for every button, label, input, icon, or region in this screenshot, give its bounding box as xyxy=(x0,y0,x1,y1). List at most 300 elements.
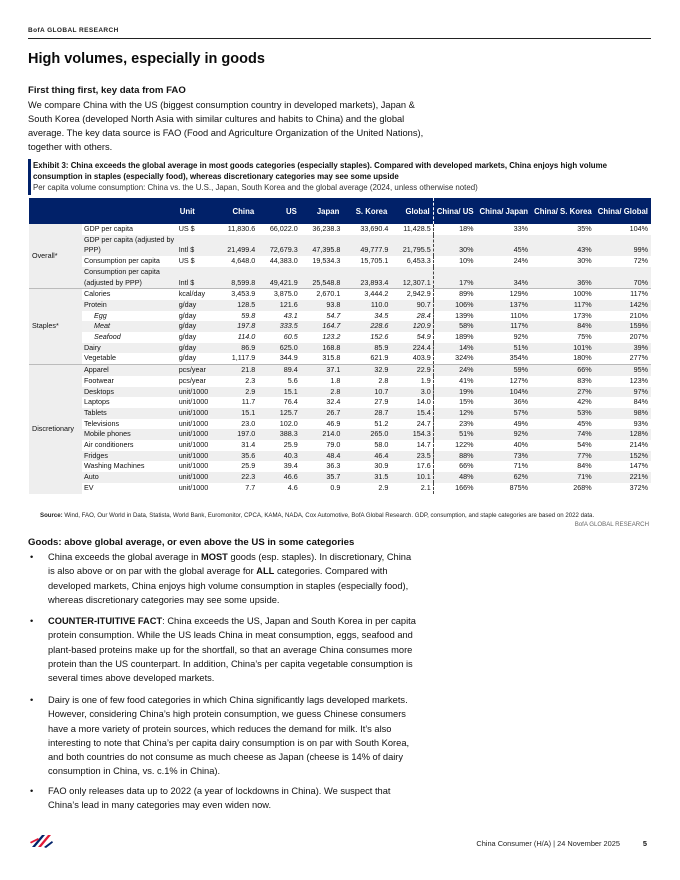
row-item: Mobile phones xyxy=(82,429,177,440)
row-item: Desktops xyxy=(82,387,177,398)
cell-value: 22.3 xyxy=(216,472,257,483)
cell-ratio: 66% xyxy=(531,365,595,376)
cell-value: 89.4 xyxy=(257,365,300,376)
row-item: Protein xyxy=(82,300,177,311)
cell-ratio: 24% xyxy=(513,256,529,266)
cell-value: 110.0 xyxy=(342,300,390,311)
cell-ratio: 106% xyxy=(433,300,476,311)
cell-value: 403.9 xyxy=(412,353,431,363)
cell-value: 4,648.0 xyxy=(231,256,256,266)
row-group-label: Overall* xyxy=(29,224,82,289)
cell-ratio: 142% xyxy=(595,300,651,311)
cell-ratio: 110% xyxy=(510,310,529,320)
cell-value: 40.3 xyxy=(257,451,300,462)
cell-value: 7.7 xyxy=(245,482,256,492)
cell-value: 37.1 xyxy=(300,365,343,376)
table-row xyxy=(29,300,651,311)
col-header: Unit xyxy=(177,198,216,224)
cell-ratio: 104% xyxy=(477,387,532,398)
table-row xyxy=(29,461,651,472)
cell-value: 22.9 xyxy=(390,365,433,376)
cell-value: 120.9 xyxy=(390,321,433,332)
cell-value: 21,795.5 xyxy=(390,235,433,256)
cell-value: 12,307.1 xyxy=(390,267,433,289)
cell-value: 35.7 xyxy=(300,472,343,483)
section1-body: We compare China with the US (biggest consumption country in developed markets), Japan & South Korea (developed North Asia with similar cultures and habits to China) and the global average. The key data source is FAO (Food and Agriculture Organization of the United Nations), together with others. xyxy=(28,100,424,152)
col-header: China/ US xyxy=(433,198,476,224)
cell-value: 2.9 xyxy=(216,387,257,398)
row-item: Seafood xyxy=(93,332,121,342)
cell-ratio: 54% xyxy=(577,440,592,450)
cell-ratio: 58% xyxy=(433,321,476,332)
cell-value: 33,690.4 xyxy=(360,224,389,233)
cell-value: 23,893.4 xyxy=(342,267,390,289)
row-item: Tablets xyxy=(82,408,177,419)
bullet-1: • China exceeds the global average in MOST goods (esp. staples). In discretionary, China is also above or on par with the global average for ALL categories. Compared with developed markets, China enjoys high volume consumption in staples (especially food), whereas discretionary categories may see some upside. xyxy=(30,552,412,605)
row-item: Fridges xyxy=(82,451,177,462)
cell-value: 72,679.3 xyxy=(257,235,300,256)
row-unit: unit/1000 xyxy=(177,429,216,440)
cell-ratio: 40% xyxy=(513,440,529,450)
cell-ratio: 277% xyxy=(629,353,648,363)
cell-value: 79.0 xyxy=(326,440,341,450)
cell-value: 31.4 xyxy=(241,440,256,450)
row-unit: unit/1000 xyxy=(177,387,216,398)
cell-ratio: 372% xyxy=(629,482,648,492)
cell-value: 197.8 xyxy=(216,321,257,332)
row-unit: unit/1000 xyxy=(178,440,209,450)
table-row xyxy=(29,289,651,300)
cell-ratio: 10% xyxy=(433,256,476,267)
cell-ratio: 30% xyxy=(577,256,592,266)
cell-ratio: 122% xyxy=(433,440,476,451)
cell-value: 114.0 xyxy=(237,332,256,342)
cell-value: 102.0 xyxy=(279,418,298,428)
col-header: China/ Japan xyxy=(477,198,532,224)
cell-ratio: 73% xyxy=(477,451,532,462)
cell-value: 0.9 xyxy=(330,482,341,492)
cell-ratio: 207% xyxy=(629,332,648,342)
cell-ratio: 93% xyxy=(633,418,648,428)
cell-value: 333.5 xyxy=(257,321,300,332)
cell-ratio: 268% xyxy=(573,482,592,492)
table-row xyxy=(29,311,651,322)
row-unit: unit/1000 xyxy=(177,451,216,462)
cell-value: 4.6 xyxy=(287,482,298,492)
bofa-flag-logo-icon xyxy=(29,832,55,850)
table-row xyxy=(29,332,651,343)
bullet-3: • Dairy is one of few food categories in which China significantly lags developed markets. However, considering China’s high protein consumption, we guess Chinese consumers have a more variety of protein sources, which reduces the demand for milk. It’s also interesting to note that China’s per capita dairy consumption is on par with South Korea, and both countries do not consume as much cheese as Japan (cheese is 14% of dairy consumption in China, vs. c.1% in China). xyxy=(30,695,410,777)
cell-ratio: 57% xyxy=(477,408,532,419)
cell-ratio: 41% xyxy=(433,376,476,387)
cell-value: 1,117.9 xyxy=(231,353,256,363)
table-header-row xyxy=(29,198,651,224)
cell-value: 47,395.8 xyxy=(300,235,343,256)
cell-value: 168.8 xyxy=(300,343,343,354)
cell-value: 21.8 xyxy=(216,365,257,376)
cell-ratio: 66% xyxy=(433,461,476,472)
cell-value: 25.9 xyxy=(241,461,256,471)
cell-ratio: 152% xyxy=(595,451,651,462)
cell-ratio: 49% xyxy=(513,418,529,428)
table-row xyxy=(29,321,651,332)
cell-ratio: 100% xyxy=(531,289,595,300)
cell-value: 23.0 xyxy=(241,418,256,428)
page-title: High volumes, especially in goods xyxy=(28,51,265,67)
cell-ratio: 875% xyxy=(509,482,529,492)
cell-value: 15.1 xyxy=(216,408,257,419)
cell-value: 24.7 xyxy=(416,418,431,428)
section1-heading: First thing first, key data from FAO xyxy=(28,85,186,96)
cell-value: 2,942.9 xyxy=(390,289,433,300)
row-item: EV xyxy=(83,482,94,492)
footer-report: China Consumer (H/A) | 24 November 2025 xyxy=(476,839,620,848)
cell-value: 76.4 xyxy=(283,397,298,407)
cell-ratio: 89% xyxy=(433,289,476,300)
cell-value: 86.9 xyxy=(216,343,257,354)
cell-ratio: 101% xyxy=(531,343,595,354)
cell-ratio: 147% xyxy=(629,461,648,471)
cell-ratio: 45% xyxy=(477,235,532,256)
cell-value: 32.4 xyxy=(326,397,341,407)
cell-ratio: 39% xyxy=(595,343,651,354)
row-unit: US $ xyxy=(178,256,195,266)
cell-value: 34.5 xyxy=(374,310,389,320)
row-unit: unit/1000 xyxy=(178,397,209,407)
cell-ratio: 354% xyxy=(509,353,529,363)
cell-value: 10.7 xyxy=(342,387,390,398)
cell-value: 2,670.1 xyxy=(300,289,343,300)
consumption-table xyxy=(29,198,651,494)
row-unit: g/day xyxy=(177,300,216,311)
cell-ratio: 180% xyxy=(573,353,592,363)
cell-value: 3.0 xyxy=(390,387,433,398)
cell-ratio: 127% xyxy=(509,375,529,385)
row-unit: g/day xyxy=(177,343,216,354)
cell-value: 2.8 xyxy=(378,375,389,385)
cell-ratio: 92% xyxy=(477,429,532,440)
table-row xyxy=(29,387,651,398)
cell-value: 17.6 xyxy=(416,461,431,471)
cell-value: 25,548.8 xyxy=(300,267,343,289)
table-row xyxy=(29,397,651,408)
cell-ratio: 173% xyxy=(573,310,592,320)
cell-ratio: 99% xyxy=(595,235,651,256)
row-unit: g/day xyxy=(178,332,197,342)
exhibit-caption xyxy=(33,160,633,193)
cell-ratio: 71% xyxy=(531,472,595,483)
cell-ratio: 51% xyxy=(477,343,532,354)
table-row xyxy=(29,429,651,440)
col-header: S. Korea xyxy=(342,198,390,224)
cell-value: 11,428.5 xyxy=(403,224,431,233)
cell-ratio: 324% xyxy=(433,353,476,364)
cell-value: 621.9 xyxy=(370,353,389,363)
cell-value: 3,875.0 xyxy=(257,289,300,300)
row-item: Air conditioners xyxy=(83,440,134,450)
cell-value: 35.6 xyxy=(216,451,257,462)
cell-value: 60.5 xyxy=(283,332,298,342)
col-header: US xyxy=(257,198,300,224)
cell-ratio: 35% xyxy=(577,224,592,233)
cell-value: 93.8 xyxy=(300,300,343,311)
cell-value: 48.4 xyxy=(300,451,343,462)
cell-value: 5.6 xyxy=(287,375,298,385)
cell-ratio: 189% xyxy=(433,332,476,343)
cell-value: 164.7 xyxy=(300,321,343,332)
cell-value: 2.8 xyxy=(300,387,343,398)
row-item: Laptops xyxy=(83,397,110,407)
row-item: Apparel xyxy=(82,365,177,376)
cell-value: 224.4 xyxy=(390,343,433,354)
row-unit: g/day xyxy=(178,310,197,320)
cell-ratio: 104% xyxy=(629,224,648,233)
row-unit: g/day xyxy=(177,321,216,332)
cell-ratio: 51% xyxy=(433,429,476,440)
cell-value: 58.0 xyxy=(374,440,389,450)
cell-value: 27.9 xyxy=(374,397,389,407)
cell-value: 2.9 xyxy=(378,482,389,492)
cell-value: 49,777.9 xyxy=(342,235,390,256)
cell-ratio: 159% xyxy=(595,321,651,332)
cell-value: 1.8 xyxy=(330,375,341,385)
table-row xyxy=(29,376,651,387)
col-header: Japan xyxy=(300,198,343,224)
cell-value: 315.8 xyxy=(322,353,341,363)
cell-ratio: 221% xyxy=(595,472,651,483)
row-item: Dairy xyxy=(82,343,177,354)
cell-value: 19,534.3 xyxy=(312,256,341,266)
table-row xyxy=(29,419,651,430)
cell-value: 625.0 xyxy=(257,343,300,354)
cell-value: 25.9 xyxy=(283,440,298,450)
cell-value: 66,022.0 xyxy=(269,224,298,233)
row-item: Egg xyxy=(93,310,107,320)
row-item: Footwear xyxy=(83,375,114,385)
cell-value: 46.6 xyxy=(257,472,300,483)
row-unit: unit/1000 xyxy=(177,472,216,483)
cell-value: 228.6 xyxy=(342,321,390,332)
cell-ratio: 117% xyxy=(477,321,532,332)
cell-value: 23.5 xyxy=(390,451,433,462)
cell-ratio: 210% xyxy=(629,310,648,320)
row-group-label: Staples* xyxy=(29,289,82,365)
col-header: China/ S. Korea xyxy=(531,198,595,224)
cell-value: 121.6 xyxy=(257,300,300,311)
cell-ratio: 70% xyxy=(595,267,651,289)
cell-value: 1.9 xyxy=(420,375,431,385)
row-item: Calories xyxy=(82,289,177,300)
header-divider xyxy=(28,38,651,39)
cell-value: 43.1 xyxy=(283,310,298,320)
cell-ratio: 74% xyxy=(531,429,595,440)
cell-value: 36.3 xyxy=(326,461,341,471)
source-label: Source: xyxy=(40,512,63,519)
cell-ratio: 59% xyxy=(477,365,532,376)
table-row xyxy=(29,472,651,483)
section2-heading: Goods: above global average, or even above the US in some categories xyxy=(28,537,355,548)
cell-value: 197.0 xyxy=(216,429,257,440)
cell-value: 30.9 xyxy=(374,461,389,471)
bullet-4: • FAO only releases data up to 2022 (a year of lockdowns in China). We suspect that China’s lead in many categories may even widen now. xyxy=(30,786,391,811)
cell-value: 31.5 xyxy=(342,472,390,483)
row-item: Auto xyxy=(82,472,177,483)
source-brand: BofA GLOBAL RESEARCH xyxy=(574,521,649,528)
row-unit: g/day xyxy=(178,353,197,363)
cell-ratio: 95% xyxy=(595,365,651,376)
table-row xyxy=(29,235,651,256)
exhibit-source xyxy=(40,512,594,519)
row-item: Vegetable xyxy=(83,353,116,363)
cell-ratio: 98% xyxy=(595,408,651,419)
table-row xyxy=(29,343,651,354)
cell-ratio: 12% xyxy=(433,408,476,419)
cell-value: 152.6 xyxy=(370,332,389,342)
cell-ratio: 88% xyxy=(433,451,476,462)
cell-value: 2.1 xyxy=(420,482,431,492)
cell-ratio: 48% xyxy=(433,472,476,483)
cell-value: 10.1 xyxy=(390,472,433,483)
table-row xyxy=(29,408,651,419)
cell-ratio: 17% xyxy=(433,267,476,289)
cell-ratio: 72% xyxy=(633,256,648,266)
cell-value: 128.5 xyxy=(216,300,257,311)
cell-ratio: 36% xyxy=(531,267,595,289)
table-row xyxy=(29,451,651,462)
row-unit: unit/1000 xyxy=(178,482,209,492)
cell-ratio: 27% xyxy=(531,387,595,398)
cell-value: 28.7 xyxy=(342,408,390,419)
table-row xyxy=(29,224,651,235)
cell-value: 21,499.4 xyxy=(216,235,257,256)
row-unit: unit/1000 xyxy=(178,461,209,471)
cell-value: 123.2 xyxy=(322,332,341,342)
cell-value: 3,444.2 xyxy=(342,289,390,300)
cell-value: 388.3 xyxy=(257,429,300,440)
cell-value: 125.7 xyxy=(257,408,300,419)
cell-value: 46.4 xyxy=(342,451,390,462)
cell-value: 154.3 xyxy=(390,429,433,440)
row-item: GDP per capita (adjusted by PPP) xyxy=(82,235,177,256)
cell-ratio: 53% xyxy=(531,408,595,419)
cell-ratio: 84% xyxy=(577,461,592,471)
row-item: GDP per capita xyxy=(83,224,133,233)
cell-value: 44,383.0 xyxy=(269,256,298,266)
table-row xyxy=(29,483,651,494)
row-unit: pcs/year xyxy=(178,375,206,385)
cell-ratio: 139% xyxy=(433,311,476,322)
cell-value: 265.0 xyxy=(342,429,390,440)
cell-ratio: 117% xyxy=(595,289,651,300)
cell-value: 26.7 xyxy=(300,408,343,419)
row-item: Washing Machines xyxy=(83,461,145,471)
cell-ratio: 42% xyxy=(577,397,592,407)
cell-ratio: 137% xyxy=(477,300,532,311)
row-item: Consumption per capita xyxy=(83,256,160,266)
cell-ratio: 24% xyxy=(433,365,476,376)
cell-value: 2.3 xyxy=(245,375,256,385)
cell-value: 15.4 xyxy=(390,408,433,419)
cell-value: 8,599.8 xyxy=(216,267,257,289)
row-item: Consumption per capita (adjusted by PPP) xyxy=(82,267,177,289)
cell-value: 344.9 xyxy=(279,353,298,363)
cell-ratio: 84% xyxy=(633,397,648,407)
table-row xyxy=(29,256,651,267)
cell-value: 11,830.6 xyxy=(227,224,256,233)
cell-ratio: 128% xyxy=(595,429,651,440)
cell-ratio: 36% xyxy=(513,397,529,407)
col-header: China xyxy=(216,198,257,224)
row-unit: pcs/year xyxy=(177,365,216,376)
cell-ratio: 84% xyxy=(531,321,595,332)
cell-value: 36,238.3 xyxy=(312,224,341,233)
cell-ratio: 214% xyxy=(629,440,648,450)
cell-value: 46.9 xyxy=(326,418,341,428)
cell-value: 85.9 xyxy=(342,343,390,354)
table-row xyxy=(29,267,651,289)
cell-ratio: 83% xyxy=(577,375,592,385)
bullet-2: • COUNTER-ITUITIVE FACT: China exceeds the US, Japan and South Korea in per capita protein consumption. While the US leads China in meat consumption, eggs, seafood and plant-based proteins make up for the shortfall, so that an average China consumes more protein than the US counterpart. In addition, China’s per capita vegetable consumption is several times above developed markets. xyxy=(30,616,416,684)
cell-ratio: 33% xyxy=(513,224,529,233)
cell-ratio: 43% xyxy=(531,235,595,256)
col-header: China/ Global xyxy=(595,198,651,224)
cell-ratio: 77% xyxy=(531,451,595,462)
table-row xyxy=(29,365,651,376)
cell-value: 32.9 xyxy=(342,365,390,376)
cell-value: 14.7 xyxy=(416,440,431,450)
cell-ratio: 19% xyxy=(433,387,476,398)
cell-ratio: 23% xyxy=(433,419,476,430)
source-text: Wind, FAO, Our World in Data, Statista, World Bank, Euromonitor, CPCA, KAMA, NADA, Cox Automotive, BofA Global Research. GDP, consumption, and staple categories are based on 2022 data. xyxy=(64,512,595,519)
col-header: Global xyxy=(390,198,433,224)
exhibit-subtitle: Per capita volume consumption: China vs. the U.S., Japan, South Korea and the global average (2024, unless otherwise noted) xyxy=(33,183,478,192)
cell-value: 214.0 xyxy=(300,429,343,440)
table-body xyxy=(29,224,651,494)
cell-value: 54.9 xyxy=(416,332,431,342)
cell-ratio: 71% xyxy=(513,461,529,471)
page-number: 5 xyxy=(642,839,647,848)
row-unit: Intl $ xyxy=(177,267,216,289)
table-row xyxy=(29,440,651,451)
cell-ratio: 62% xyxy=(477,472,532,483)
exhibit-title: Exhibit 3: China exceeds the global average in most goods categories (especially staples). Compared with developed markets, China enjoys high volume consumption in staples (especially food), whereas discretionary categories may see some upside xyxy=(33,161,607,181)
cell-value: 54.7 xyxy=(326,310,341,320)
cell-ratio: 15% xyxy=(433,397,476,408)
row-unit: Intl $ xyxy=(177,235,216,256)
cell-ratio: 129% xyxy=(477,289,532,300)
row-unit: unit/1000 xyxy=(178,418,209,428)
row-group-label: Discretionary xyxy=(29,365,82,494)
cell-ratio: 97% xyxy=(595,387,651,398)
row-item: Meat xyxy=(82,321,177,332)
cell-ratio: 45% xyxy=(577,418,592,428)
exhibit-accent-bar xyxy=(28,159,31,195)
cell-value: 28.4 xyxy=(416,310,431,320)
cell-ratio: 30% xyxy=(433,235,476,256)
row-unit: US $ xyxy=(178,224,195,233)
cell-ratio: 14% xyxy=(433,343,476,354)
cell-value: 49,421.9 xyxy=(257,267,300,289)
cell-value: 51.2 xyxy=(374,418,389,428)
cell-value: 14.0 xyxy=(416,397,431,407)
header-brand: BofA GLOBAL RESEARCH xyxy=(28,27,119,34)
cell-ratio: 34% xyxy=(477,267,532,289)
cell-ratio: 75% xyxy=(577,332,592,342)
cell-value: 15.1 xyxy=(257,387,300,398)
row-unit: unit/1000 xyxy=(177,408,216,419)
row-item: Televisions xyxy=(83,418,120,428)
cell-value: 39.4 xyxy=(283,461,298,471)
